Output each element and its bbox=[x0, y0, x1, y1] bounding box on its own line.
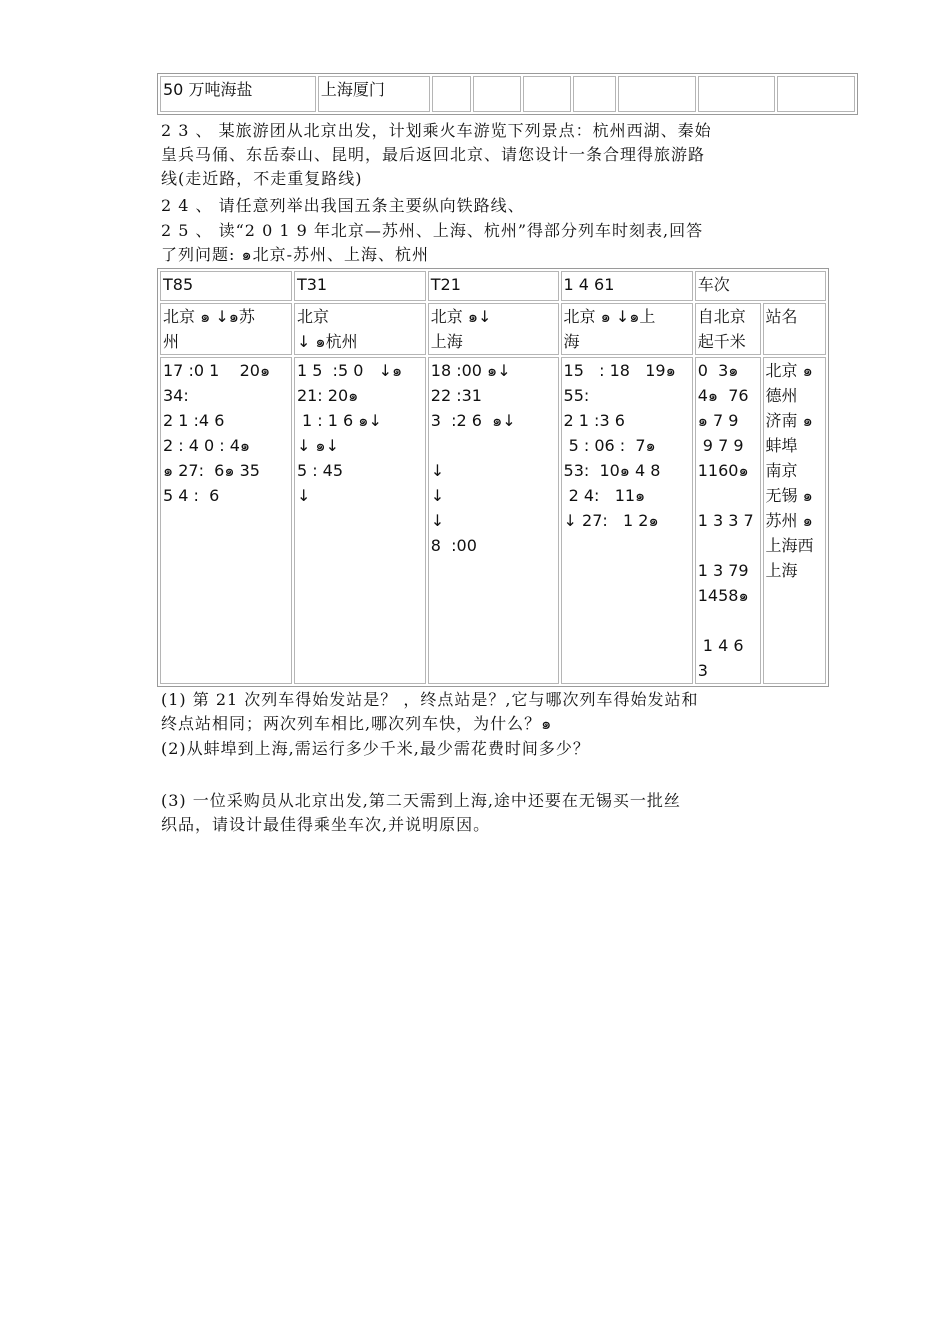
column-header: 车次 bbox=[695, 271, 826, 301]
km-cell bbox=[695, 357, 761, 684]
text-line: 5 : 06 : 7๑ bbox=[563, 436, 656, 455]
text-line: ↓ ๑杭州 bbox=[296, 332, 358, 351]
text-line: 1160๑ bbox=[697, 461, 749, 480]
text-line: 2 1 :4 6 bbox=[163, 411, 225, 430]
text-line: ↓ ๑↓ bbox=[296, 436, 339, 455]
route-cell bbox=[428, 303, 559, 355]
table-cell: 上海厦门 bbox=[318, 76, 430, 112]
text-line: 8 :00 bbox=[430, 536, 477, 555]
text-line: ↓ bbox=[430, 461, 445, 480]
text-line: 5 4 : 6 bbox=[163, 486, 220, 505]
text-line: 2 4 、 请任意列举出我国五条主要纵向铁路线、 bbox=[161, 196, 525, 215]
text-line: ๑ 27: 6๑ 35 bbox=[163, 461, 260, 480]
text-line bbox=[431, 433, 556, 458]
text-line bbox=[698, 483, 758, 508]
text-line: 北京 ๑ bbox=[765, 361, 813, 380]
text-line: 了列问题: ๑北京-苏州、上海、杭州 bbox=[161, 245, 430, 264]
text-line: 海 bbox=[563, 332, 580, 351]
table-cell: 50 万吨海盐 bbox=[160, 76, 316, 112]
column-header: 1 4 61 bbox=[561, 271, 693, 301]
text-line: 上海西 bbox=[765, 536, 814, 555]
text-line: 1 : 1 6 ๑↓ bbox=[296, 411, 382, 430]
text-line: 苏州 ๑ bbox=[765, 511, 813, 530]
text-line: 1 5 :5 0 ↓๑ bbox=[296, 361, 403, 380]
question-24 bbox=[161, 194, 801, 218]
text-line: (2)从蚌埠到上海,需运行多少千米,最少需花费时间多少？ bbox=[161, 739, 590, 758]
text-line: 北京 ๑ ↓๑上 bbox=[563, 307, 656, 326]
station-header-cell: 站名 bbox=[763, 303, 827, 355]
column-header: T31 bbox=[294, 271, 426, 301]
text-line: 15 : 18 19๑ bbox=[563, 361, 676, 380]
text-line: 州 bbox=[163, 332, 180, 351]
text-line: 2 4: 11๑ bbox=[563, 486, 646, 505]
table-cell bbox=[573, 76, 617, 112]
table-cell bbox=[698, 76, 776, 112]
text-line: 自北京 bbox=[697, 307, 746, 326]
text-line: 北京 bbox=[296, 307, 329, 326]
text-line: ↓ bbox=[430, 511, 445, 530]
text-line: 2 3 、 某旅游团从北京出发，计划乘火车游览下列景点：杭州西湖、秦始 bbox=[161, 121, 712, 140]
text-line: 上海 bbox=[430, 332, 463, 351]
table-cell bbox=[777, 76, 855, 112]
times-cell bbox=[561, 357, 693, 684]
text-line: 皇兵马俑、东岳泰山、昆明，最后返回北京、请您设计一条合理得旅游路 bbox=[161, 145, 706, 164]
text-line: (1) 第 21 次列车得始发站是？ ，终点站是？,它与哪次列车得始发站和 bbox=[161, 690, 699, 709]
text-line: 1 4 6 bbox=[697, 636, 744, 655]
column-header: T21 bbox=[428, 271, 559, 301]
text-line: 9 7 9 bbox=[697, 436, 744, 455]
route-cell bbox=[561, 303, 693, 355]
text-line: 2 1 :3 6 bbox=[563, 411, 625, 430]
text-line: 18 :00 ๑↓ bbox=[430, 361, 511, 380]
text-line bbox=[698, 533, 758, 558]
table-header-row bbox=[160, 271, 826, 301]
table-route-row bbox=[160, 303, 826, 355]
text-line: 1 3 3 7 bbox=[697, 511, 754, 530]
stations-cell bbox=[763, 357, 827, 684]
text-line: ↓ bbox=[430, 486, 445, 505]
text-line: 德州 bbox=[765, 386, 798, 405]
text-line: 蚌埠 bbox=[765, 436, 798, 455]
sub-question-1 bbox=[161, 688, 801, 736]
text-line: 22 :31 bbox=[430, 386, 482, 405]
top-table bbox=[157, 73, 858, 115]
text-line: 无锡 ๑ bbox=[765, 486, 813, 505]
text-line: 0 3๑ bbox=[697, 361, 739, 380]
route-cell bbox=[294, 303, 426, 355]
text-line: 3 bbox=[697, 661, 708, 680]
text-line: 5 : 45 bbox=[296, 461, 344, 480]
times-cell bbox=[160, 357, 292, 684]
text-line: 北京 ๑↓ bbox=[430, 307, 492, 326]
table-cell bbox=[523, 76, 571, 112]
text-line: (3) 一位采购员从北京出发,第二天需到上海,途中还要在无锡买一批丝 bbox=[161, 791, 681, 810]
text-line: 34: bbox=[163, 386, 189, 405]
text-line: 1 3 79 bbox=[697, 561, 749, 580]
km-header-cell bbox=[695, 303, 761, 355]
text-line bbox=[698, 608, 758, 633]
text-line: ↓ bbox=[296, 486, 311, 505]
times-cell bbox=[294, 357, 426, 684]
text-line: 3 :2 6 ๑↓ bbox=[430, 411, 516, 430]
table-cell bbox=[618, 76, 696, 112]
text-line: 53: 10๑ 4 8 bbox=[563, 461, 661, 480]
route-cell bbox=[160, 303, 292, 355]
sub-question-3 bbox=[161, 789, 801, 837]
text-line: 17 :0 1 20๑ bbox=[163, 361, 271, 380]
text-line: 线(走近路，不走重复路线) bbox=[161, 169, 363, 188]
table-cell bbox=[432, 76, 471, 112]
table-cell bbox=[473, 76, 521, 112]
text-line: 北京 ๑ ↓๑苏 bbox=[163, 307, 255, 326]
text-line: ๑ 7 9 bbox=[697, 411, 739, 430]
text-line: 1458๑ bbox=[697, 586, 749, 605]
train-timetable bbox=[157, 268, 829, 687]
text-line: 21: 20๑ bbox=[296, 386, 359, 405]
text-line: 上海 bbox=[765, 561, 798, 580]
text-line: 织品，请设计最佳得乘坐车次,并说明原因。 bbox=[161, 815, 491, 834]
text-line: 济南 ๑ bbox=[765, 411, 813, 430]
column-header: T85 bbox=[160, 271, 292, 301]
text-line: ↓ 27: 1 2๑ bbox=[563, 511, 659, 530]
text-line: 起千米 bbox=[697, 332, 746, 351]
question-25 bbox=[161, 219, 801, 267]
table-data-row bbox=[160, 357, 826, 684]
text-line: 2 5 、 读“2 0 1 9 年北京—苏州、上海、杭州”得部分列车时刻表,回答 bbox=[161, 221, 704, 240]
text-line: 2 : 4 0 : 4๑ bbox=[163, 436, 251, 455]
times-cell bbox=[428, 357, 559, 684]
text-line: 南京 bbox=[765, 461, 798, 480]
sub-question-2 bbox=[161, 737, 801, 761]
text-line: 4๑ 76 bbox=[697, 386, 749, 405]
text-line: 终点站相同；两次列车相比,哪次列车快，为什么？๑ bbox=[161, 714, 553, 733]
question-23 bbox=[161, 119, 801, 191]
text-line: 55: bbox=[563, 386, 590, 405]
table-row bbox=[160, 76, 855, 112]
